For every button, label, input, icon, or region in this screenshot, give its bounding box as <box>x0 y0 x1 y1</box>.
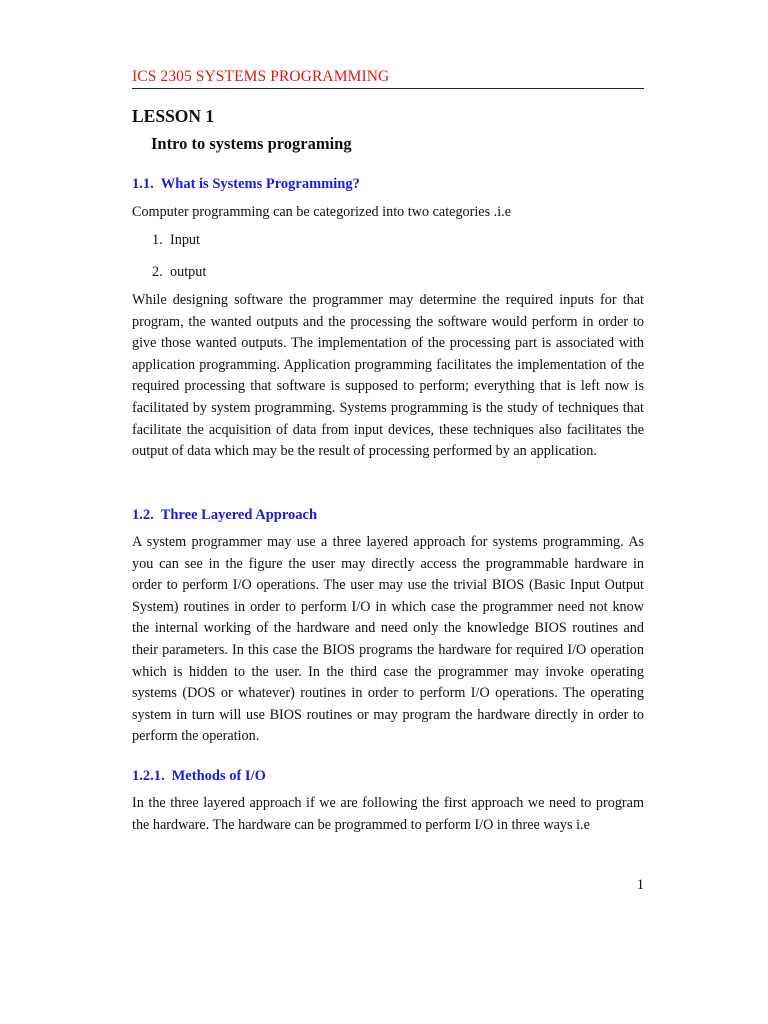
document-page <box>132 0 644 1024</box>
section-title: Three Layered Approach <box>160 507 318 523</box>
page-number: 1 <box>636 877 644 893</box>
section-title: Methods of I/O <box>171 768 266 784</box>
section-number: 1.2. <box>132 507 154 523</box>
list-item <box>152 231 200 249</box>
section-number: 1.1. <box>132 176 154 192</box>
section-heading-1-1 <box>132 175 360 193</box>
running-header-title: ICS 2305 SYSTEMS PROGRAMMING <box>132 68 390 85</box>
section-title: What is Systems Programming? <box>160 176 360 192</box>
lesson-title: LESSON 1 <box>132 106 215 126</box>
section-1-1-paragraph: While designing software the programmer may determine the required inputs for that program, the wanted outputs and the processing the software would perform in order to give those wanted outputs. The implementation of the processing part is associated with application programming. Application programming facilitates the implementation of the required processing that software is supposed to perform; everything that is left now is facilitated by system programming. Systems programming is the study of techniques that facilitate the acquisition of data from input devices, these techniques also facilitates the output of data which may be the result of processing performed by an application. <box>132 292 644 460</box>
list-marker: 2. <box>152 264 163 280</box>
list-marker: 1. <box>152 232 163 248</box>
header-rule <box>132 88 644 89</box>
list-item <box>152 263 206 281</box>
section-1-2-paragraph: A system programmer may use a three layered approach for systems programming. As you can see in the figure the user may directly access the programmable hardware in order to perform I/O operations. The user may use the trivial BIOS (Basic Input Output System) routines in order to perform I/O in which case the programmer need not know the internal working of the hardware and need only the knowledge BIOS routines and their parameters. In this case the BIOS programs the hardware for required I/O operation which is hidden to the user. In the third case the programmer may invoke operating systems (DOS or whatever) routines in order to perform I/O operations. The operating system in turn will use BIOS routines or may program the hardware directly in order to perform the operation. <box>132 534 644 745</box>
section-heading-1-2-1 <box>132 767 266 785</box>
lesson-subtitle: Intro to systems programing <box>151 134 352 153</box>
section-1-1-intro: Computer programming can be categorized into two categories .i.e <box>132 204 511 220</box>
list-item-text: output <box>170 264 207 280</box>
section-1-2-1-paragraph: In the three layered approach if we are following the first approach we need to program the hardware. The hardware can be programmed to perform I/O in three ways i.e <box>132 795 644 833</box>
section-heading-1-2 <box>132 506 317 524</box>
list-item-text: Input <box>170 232 200 248</box>
section-number: 1.2.1. <box>132 768 165 784</box>
